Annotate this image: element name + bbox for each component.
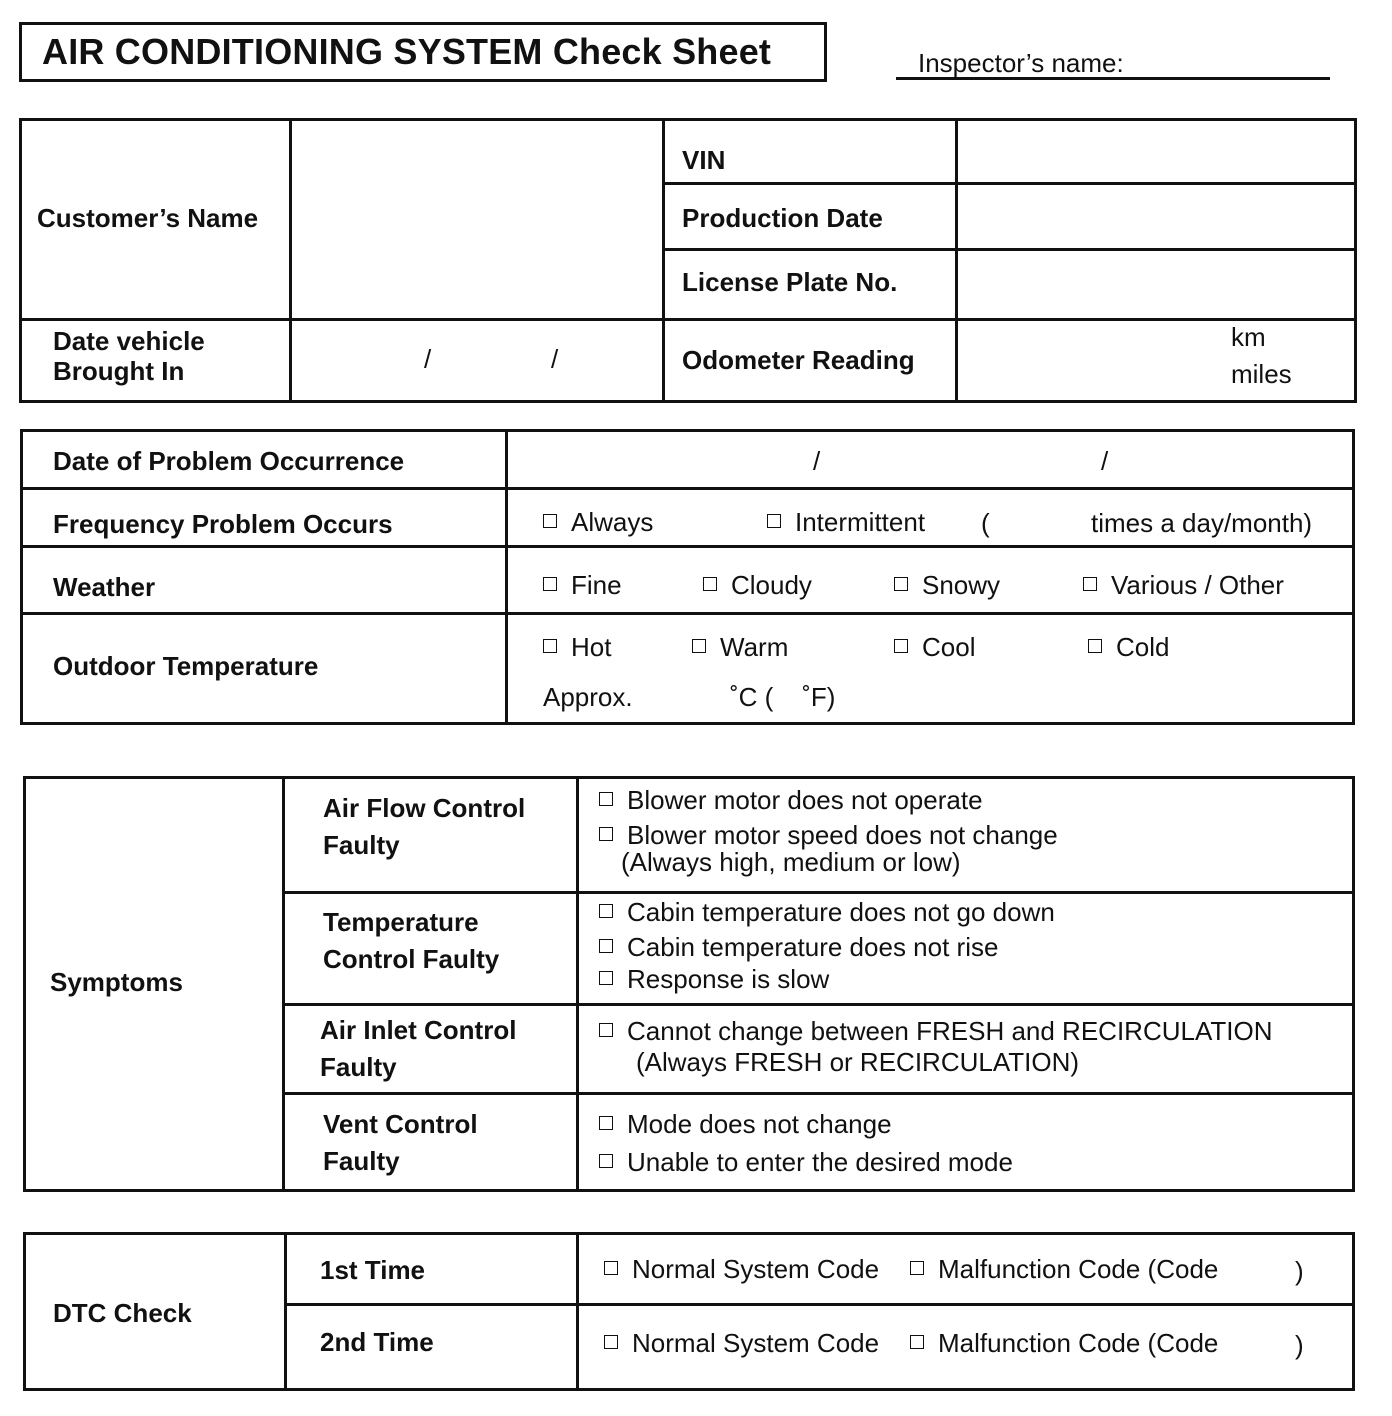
frequency-label: Frequency Problem Occurs xyxy=(53,509,393,539)
date-separator: / xyxy=(813,446,821,476)
symptom-group-label: Air Flow Control xyxy=(323,793,526,823)
symptoms-table xyxy=(23,776,1355,1192)
symptom-note: (Always high, medium or low) xyxy=(621,847,961,877)
symptom-option[interactable]: Blower motor does not operate xyxy=(599,785,983,816)
dtc-check-label: DTC Check xyxy=(53,1298,192,1328)
vin-label: VIN xyxy=(682,145,726,175)
frequency-option-always[interactable]: Always xyxy=(543,507,653,538)
checkbox-icon xyxy=(599,1154,613,1168)
frequency-option-intermittent[interactable]: Intermittent xyxy=(767,507,925,538)
production-date-field[interactable] xyxy=(958,185,1357,248)
checkbox-icon xyxy=(543,514,557,528)
customer-name-field[interactable] xyxy=(292,121,662,318)
weather-option-snowy[interactable]: Snowy xyxy=(894,570,1000,601)
symptom-group-label: Faulty xyxy=(320,1052,397,1082)
dtc-first-malfunction-option[interactable]: Malfunction Code (Code xyxy=(910,1254,1218,1285)
temperature-label: Outdoor Temperature xyxy=(53,651,319,681)
symptom-option[interactable]: Response is slow xyxy=(599,964,829,995)
date-separator: / xyxy=(424,344,432,374)
checkbox-icon xyxy=(543,577,557,591)
vehicle-info-table xyxy=(19,118,1357,403)
symptom-option[interactable]: Cabin temperature does not rise xyxy=(599,932,998,963)
symptom-option[interactable]: Blower motor speed does not change xyxy=(599,820,1058,851)
checkbox-icon xyxy=(599,904,613,918)
weather-option-various[interactable]: Various / Other xyxy=(1083,570,1284,601)
dtc-first-normal-option[interactable]: Normal System Code xyxy=(604,1254,879,1285)
date-separator: / xyxy=(1101,446,1109,476)
checkbox-icon xyxy=(599,1116,613,1130)
checkbox-icon xyxy=(604,1335,618,1349)
date-brought-in-field[interactable] xyxy=(292,321,662,400)
customer-name-label: Customer’s Name xyxy=(37,203,259,233)
checkbox-icon xyxy=(1088,639,1102,653)
date-brought-in-label-line1: Date vehicle xyxy=(53,326,205,356)
symptom-option[interactable]: Unable to enter the desired mode xyxy=(599,1147,1013,1178)
symptoms-label: Symptoms xyxy=(50,967,183,997)
temperature-option-warm[interactable]: Warm xyxy=(692,632,788,663)
symptom-option[interactable]: Cabin temperature does not go down xyxy=(599,897,1055,928)
date-brought-in-label-line2: Brought In xyxy=(53,356,185,386)
symptom-option[interactable]: Cannot change between FRESH and RECIRCULATION xyxy=(599,1016,1272,1047)
symptom-group-label: Control Faulty xyxy=(323,944,500,974)
checkbox-icon xyxy=(894,639,908,653)
dtc-second-time-label: 2nd Time xyxy=(320,1327,434,1357)
odometer-label: Odometer Reading xyxy=(682,345,915,375)
date-separator: / xyxy=(551,344,559,374)
symptom-group-label: Faulty xyxy=(323,1146,400,1176)
temperature-value-field[interactable] xyxy=(653,678,729,710)
checkbox-icon xyxy=(599,827,613,841)
symptom-group-label: Temperature xyxy=(323,907,479,937)
checkbox-icon xyxy=(767,514,781,528)
frequency-times-field[interactable] xyxy=(998,504,1086,536)
approx-label: Approx. xyxy=(543,682,633,712)
checkbox-icon xyxy=(599,1023,613,1037)
dtc-check-table xyxy=(23,1232,1355,1391)
dtc-second-normal-option[interactable]: Normal System Code xyxy=(604,1328,879,1359)
checkbox-icon xyxy=(604,1261,618,1275)
weather-label: Weather xyxy=(53,572,156,602)
checkbox-icon xyxy=(1083,577,1097,591)
page-title: AIR CONDITIONING SYSTEM Check Sheet xyxy=(42,31,772,72)
checkbox-icon xyxy=(599,971,613,985)
symptom-group-label: Vent Control xyxy=(323,1109,478,1139)
temperature-option-cold[interactable]: Cold xyxy=(1088,632,1169,663)
problem-date-field[interactable] xyxy=(508,432,1352,487)
symptom-option[interactable]: Mode does not change xyxy=(599,1109,892,1140)
temperature-option-cool[interactable]: Cool xyxy=(894,632,975,663)
symptom-note: (Always FRESH or RECIRCULATION) xyxy=(636,1047,1080,1077)
problem-date-label: Date of Problem Occurrence xyxy=(53,446,405,476)
frequency-paren-open: ( xyxy=(981,508,990,538)
dtc-first-code-close: ) xyxy=(1295,1256,1304,1286)
odometer-field[interactable] xyxy=(958,321,1238,400)
checkbox-icon xyxy=(910,1335,924,1349)
production-date-label: Production Date xyxy=(682,203,883,233)
weather-option-cloudy[interactable]: Cloudy xyxy=(703,570,812,601)
license-plate-field[interactable] xyxy=(958,251,1357,318)
title-box xyxy=(19,22,827,82)
inspector-name-label: Inspector’s name: xyxy=(918,48,1124,78)
checkbox-icon xyxy=(894,577,908,591)
vin-field[interactable] xyxy=(958,121,1357,182)
checkbox-icon xyxy=(692,639,706,653)
symptom-group-label: Faulty xyxy=(323,830,400,860)
odometer-unit-miles: miles xyxy=(1231,359,1292,389)
dtc-second-code-close: ) xyxy=(1295,1330,1304,1360)
checkbox-icon xyxy=(599,939,613,953)
checkbox-icon xyxy=(599,792,613,806)
license-plate-label: License Plate No. xyxy=(682,267,898,297)
checkbox-icon xyxy=(543,639,557,653)
dtc-second-malfunction-option[interactable]: Malfunction Code (Code xyxy=(910,1328,1218,1359)
weather-option-fine[interactable]: Fine xyxy=(543,570,622,601)
dtc-first-time-label: 1st Time xyxy=(320,1255,426,1285)
checkbox-icon xyxy=(910,1261,924,1275)
symptom-group-label: Air Inlet Control xyxy=(320,1015,517,1045)
temperature-option-hot[interactable]: Hot xyxy=(543,632,611,663)
inspector-name-field[interactable] xyxy=(896,48,1330,80)
frequency-suffix: times a day/month) xyxy=(1091,508,1313,538)
temperature-units: ˚C ( ˚F) xyxy=(730,682,836,712)
checkbox-icon xyxy=(703,577,717,591)
odometer-unit-km: km xyxy=(1231,322,1266,352)
problem-table xyxy=(20,429,1355,725)
